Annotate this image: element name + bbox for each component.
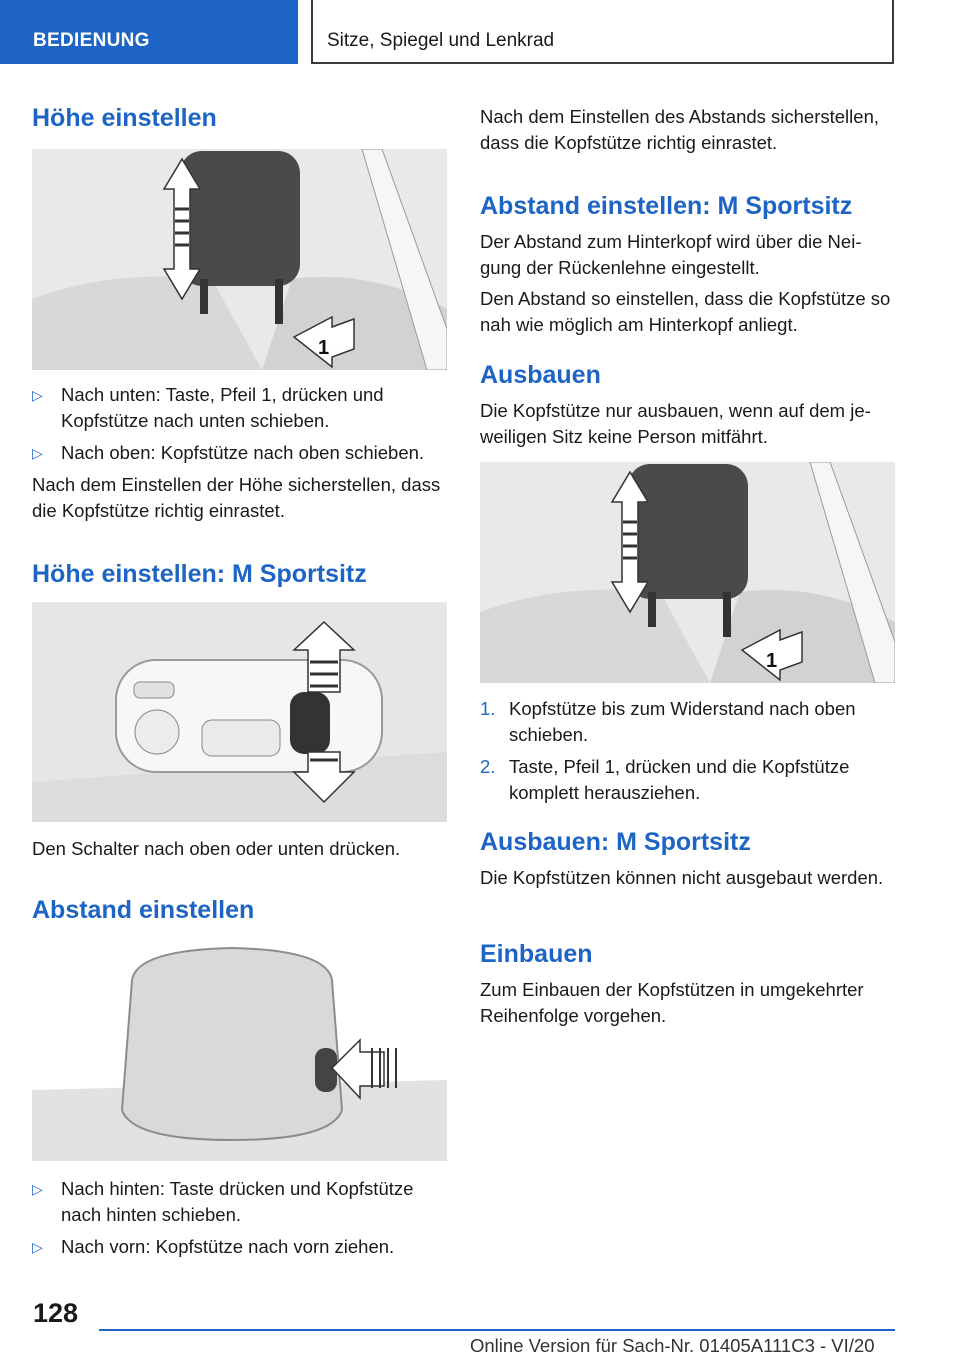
- list-item: 1. Kopfstütze bis zum Widerstand nach oben schieben.: [480, 698, 856, 745]
- list-item: ▷ Nach unten: Taste, Pfeil 1, drücken und Kopfstütze nach unten schieben.: [32, 384, 384, 431]
- paragraph: Die Kopfstützen können nicht ausgebaut werden.: [480, 867, 884, 888]
- heading-abstand-einstellen: Abstand einstellen: [32, 896, 255, 924]
- paragraph: Den Schalter nach oben oder unten drücken.: [32, 838, 401, 859]
- paragraph: Der Abstand zum Hinterkopf wird über die Neigung der Rückenlehne eingestellt.: [480, 231, 862, 278]
- bullet-icon: ▷: [32, 445, 43, 461]
- headrest-distance-illustration: [32, 940, 447, 1161]
- section-tab: [0, 0, 298, 64]
- bullet-icon: ▷: [32, 1181, 43, 1197]
- bullet-icon: ▷: [32, 1239, 43, 1255]
- paragraph: Die Kopfstütze nur ausbauen, wenn auf dem jeweiligen Sitz keine Person mitfährt.: [480, 400, 871, 447]
- paragraph: Zum Einbauen der Kopfstützen in umgekehrter Reihenfolge vorgehen.: [480, 979, 864, 1026]
- paragraph: Den Abstand so einstellen, dass die Kopfstütze so nah wie möglich am Hinterkopf anliegt.: [480, 288, 891, 335]
- heading-einbauen: Einbauen: [480, 940, 593, 968]
- step-number: 2.: [480, 756, 496, 777]
- arrow-label-1: 1: [318, 337, 330, 359]
- heading-ausbauen-m-sportsitz: Ausbauen: M Sportsitz: [480, 828, 751, 856]
- heading-ausbauen: Ausbauen: [480, 361, 601, 389]
- chapter-title: Sitze, Spiegel und Lenkrad: [327, 30, 555, 51]
- footer-version: Online Version für Sach-Nr. 01405A111C3 - VI/20: [470, 1335, 875, 1356]
- list-item: ▷ Nach hinten: Taste drücken und Kopfstütze nach hinten schieben.: [32, 1178, 414, 1225]
- paragraph: Nach dem Einstellen der Höhe sicherstellen, dass die Kopfstütze richtig einrastet.: [32, 474, 441, 521]
- page-number: 128: [33, 1298, 79, 1328]
- headrest-removal-illustration: [480, 462, 895, 683]
- heading-hoehe-einstellen: Höhe einstellen: [32, 104, 217, 132]
- step-number: 1.: [480, 698, 496, 719]
- list-item: ▷ Nach vorn: Kopfstütze nach vorn ziehen.: [32, 1234, 447, 1260]
- list-item: 2. Taste, Pfeil 1, drücken und die Kopfstütze komplett herausziehen.: [480, 756, 850, 803]
- heading-hoehe-m-sportsitz: Höhe einstellen: M Sportsitz: [32, 560, 367, 588]
- section-label: BEDIENUNG: [33, 30, 150, 51]
- headrest-height-illustration: [32, 149, 447, 370]
- heading-abstand-m-sportsitz: Abstand einstellen: M Sportsitz: [480, 192, 853, 220]
- bullet-icon: ▷: [32, 387, 43, 403]
- list-item: ▷ Nach oben: Kopfstütze nach oben schieben.: [32, 440, 447, 466]
- footer-divider: [99, 1329, 895, 1331]
- paragraph: Nach dem Einstellen des Abstands sicherstellen, dass die Kopfstütze richtig einrastet.: [480, 106, 879, 153]
- arrow-label-1: 1: [766, 650, 778, 672]
- chapter-header: [311, 0, 894, 64]
- sportsitz-switch-illustration: [32, 602, 447, 822]
